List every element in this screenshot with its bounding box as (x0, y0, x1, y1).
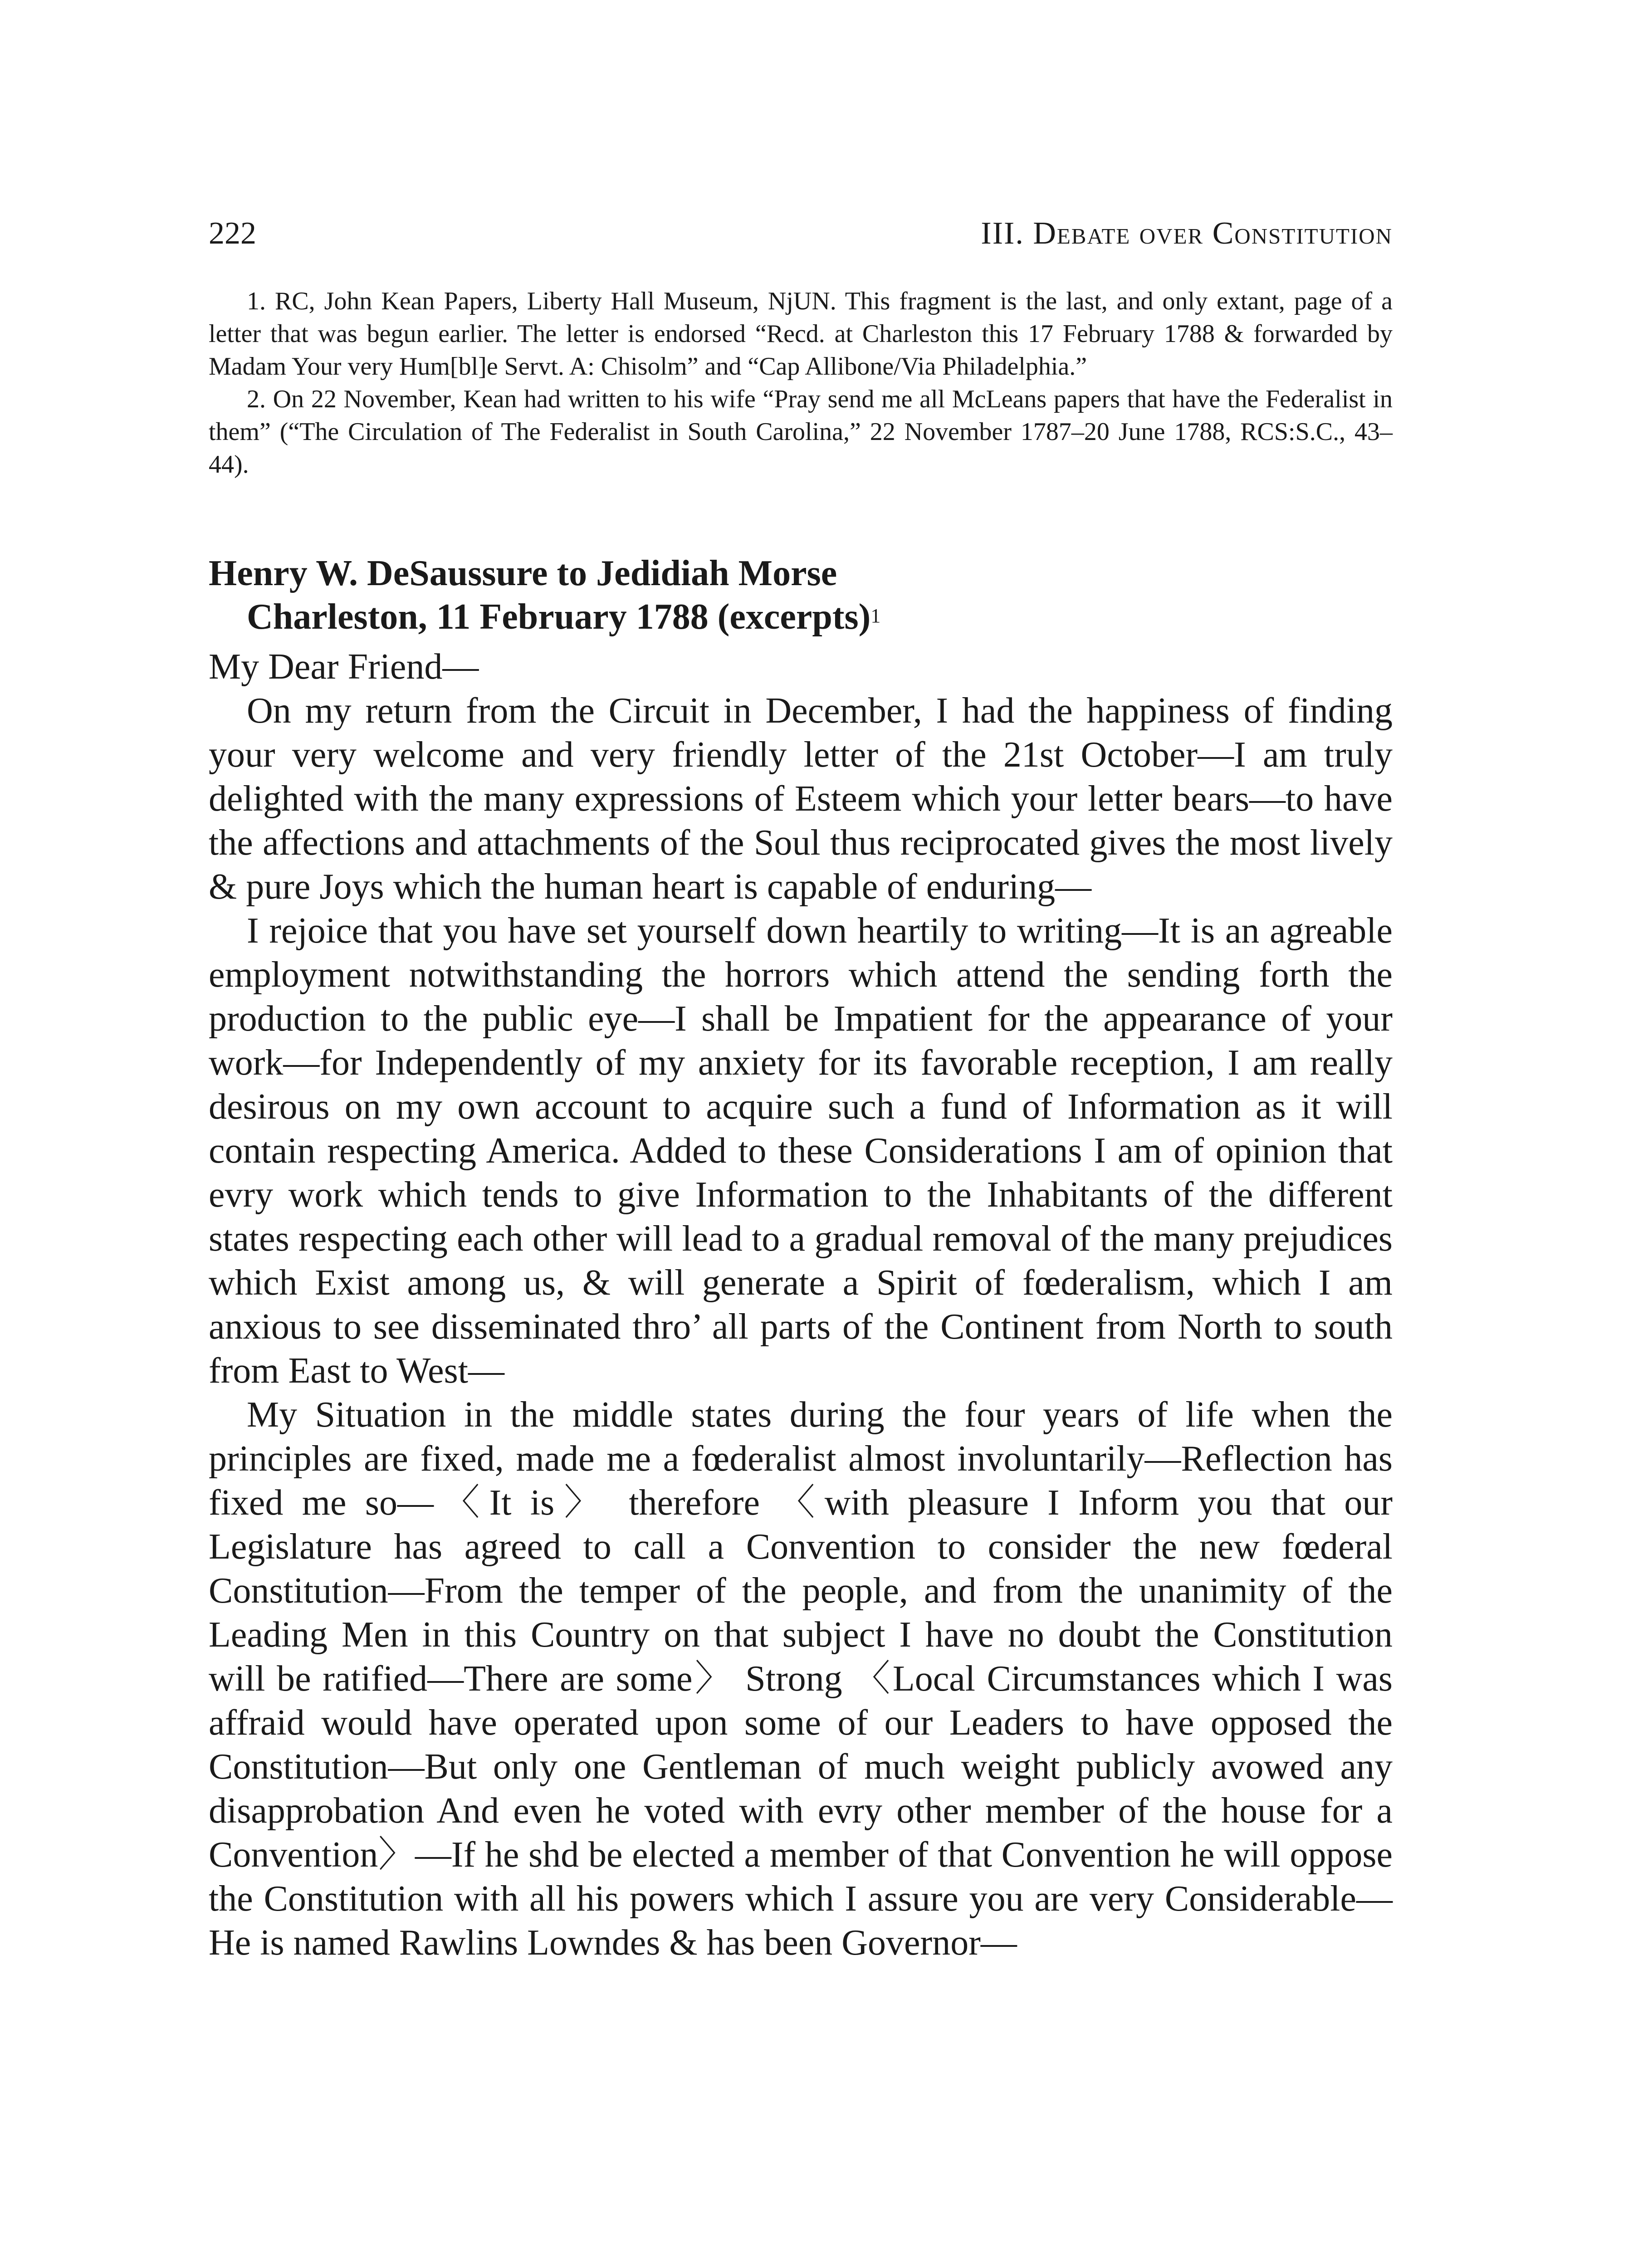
document-heading (209, 552, 1393, 639)
paragraph: On my return from the Circuit in December, I had the happiness of finding your very welcome and very friendly letter of the 21st October—I am truly delighted with the many expressions of Esteem which your letter bears—to have the affections and attachments of the Soul thus reciprocated gives the most lively & pure Joys which the human heart is capable of enduring— (209, 691, 1393, 907)
paragraph: My Situation in the middle states during the four years of life when the principles are fixed, made me a fœderalist almost involuntarily—Reflection has fixed me so—〈It is〉 therefore 〈with pleasure I Inform you that our Legislature has agreed to call a Convention to consider the new fœderal Constitution—From the temper of the people, and from the unanimity of the Leading Men in this Country on that subject I have no doubt the Constitution will be ratified—There are some〉 Strong 〈Local Circumstances which I was affraid would have operated upon some of our Leaders to have opposed the Constitution—But only one Gentleman of much weight publicly avowed any disapprobation And even he voted with evry other member of the house for a Convention〉—If he shd be elected a member of that Convention he will oppose the Constitution with all his powers which I assure you are very Considerable—He is named Rawlins Lowndes & has been Governor— (209, 1395, 1393, 1963)
book-page (209, 218, 1393, 1965)
page-number: 222 (209, 216, 256, 251)
salutation: My Dear Friend— (209, 647, 479, 687)
footnote-marker: 1 (870, 605, 881, 627)
letter-body (209, 645, 1393, 1965)
running-head (209, 218, 1393, 259)
footnotes (209, 285, 1393, 481)
section-title: III. Debate over Constitution (981, 216, 1393, 251)
document-dateline (209, 595, 1393, 639)
paragraph: I rejoice that you have set yourself down heartily to writing—It is an agreable employment notwithstanding the horrors which attend the sending forth the production to the public eye—I shall be Impatient for the appearance of your work—for Independently of my anxiety for its favorable reception, I am really desirous on my own account to acquire such a fund of Information as it will contain respecting America. Added to these Considerations I am of opinion that evry work which tends to give Information to the Inhabitants of the different states respecting each other will lead to a gradual removal of the many prejudices which Exist among us, & will generate a Spirit of fœderalism, which I am anxious to see disseminated thro’ all parts of the Continent from North to south from East to West— (209, 911, 1393, 1391)
dateline-text: Charleston, 11 February 1788 (excerpts) (247, 597, 871, 637)
footnote: 1. RC, John Kean Papers, Liberty Hall Museum, NjUN. This fragment is the last, and only extant, page of a letter that was begun earlier. The letter is endorsed “Recd. at Charleston this 17 February 1788 & forwarded by Madam Your very Hum[bl]e Servt. A: Chisolm” and “Cap Allibone/Via Philadelphia.” (209, 287, 1393, 381)
footnote: 2. On 22 November, Kean had written to his wife “Pray send me all McLeans papers that have the Federalist in them” (“The Circulation of The Federalist in South Carolina,” 22 November 1787–20 June 1788, RCS:S.C., 43–44). (209, 385, 1393, 479)
document-title: Henry W. DeSaussure to Jedidiah Morse (209, 553, 837, 593)
